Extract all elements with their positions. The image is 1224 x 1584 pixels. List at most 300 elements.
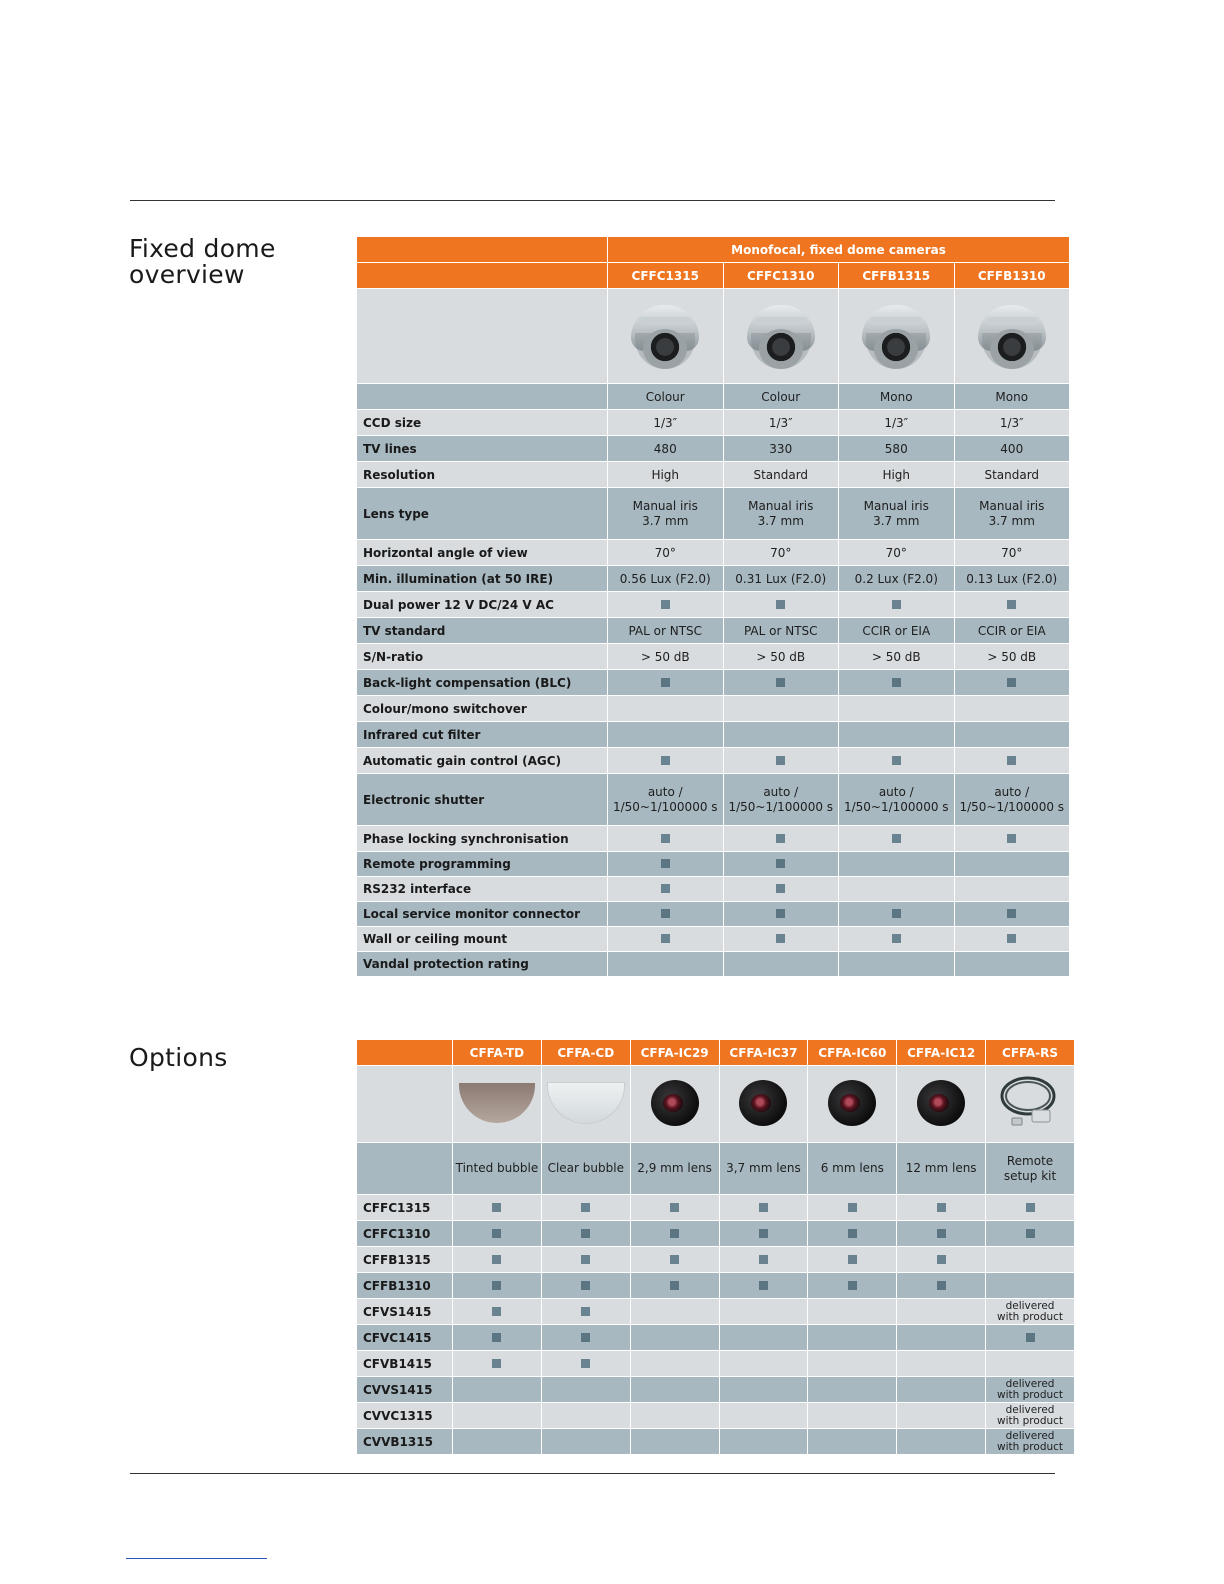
cell-value: High (882, 467, 911, 482)
compat-cell (542, 1403, 630, 1428)
spec-cell (955, 952, 1070, 976)
spec-row (357, 488, 1069, 539)
compat-cell (631, 1377, 719, 1402)
compat-cell (986, 1429, 1074, 1454)
compat-row (357, 1403, 1074, 1428)
spec-cell (955, 774, 1070, 825)
header-blank-cell (357, 263, 607, 288)
header-blank-cell (357, 237, 607, 262)
compat-cell (986, 1299, 1074, 1324)
compat-row (357, 1429, 1074, 1454)
spec-cell (724, 722, 839, 747)
spec-row (357, 852, 1069, 876)
spec-cell (839, 774, 954, 825)
cell-value: PAL or NTSC (743, 623, 818, 638)
check-marker-icon (892, 934, 901, 943)
model-header: CFFC1315 (608, 263, 723, 288)
compat-cell (720, 1299, 808, 1324)
check-marker-icon (1007, 678, 1016, 687)
cell-value: Manual iris 3.7 mm (632, 498, 698, 528)
compat-cell (453, 1299, 541, 1324)
spec-cell (955, 644, 1070, 669)
lens-image (913, 1078, 969, 1128)
model-header: CFFB1310 (955, 263, 1070, 288)
spec-cell (724, 902, 839, 926)
option-code-header: CFFA-IC37 (720, 1040, 808, 1065)
spec-row (357, 722, 1069, 747)
spec-cell (839, 592, 954, 617)
spec-label: Min. illumination (at 50 IRE) (357, 566, 607, 591)
ccd-value: 1/3″ (884, 415, 909, 430)
check-marker-icon (581, 1333, 590, 1342)
spec-cell (724, 618, 839, 643)
ccd-value: 1/3″ (653, 415, 678, 430)
spec-row (357, 696, 1069, 721)
check-marker-icon (492, 1333, 501, 1342)
spec-cell (608, 540, 723, 565)
cell-value: > 50 dB (987, 649, 1037, 664)
option-description-text: Tinted bubble (455, 1161, 539, 1175)
option-description (631, 1143, 719, 1194)
option-image-cell (453, 1066, 541, 1142)
check-marker-icon (776, 756, 785, 765)
cell-value: PAL or NTSC (628, 623, 703, 638)
option-code-header: CFFA-CD (542, 1040, 630, 1065)
spec-cell (724, 462, 839, 487)
compat-cell (453, 1325, 541, 1350)
spec-cell (839, 410, 954, 435)
spec-label: Infrared cut filter (357, 722, 607, 747)
spec-cell (724, 384, 839, 409)
check-marker-icon (661, 756, 670, 765)
spec-row (357, 774, 1069, 825)
compat-cell (542, 1195, 630, 1220)
option-code-header: CFFA-IC29 (631, 1040, 719, 1065)
overview-title (129, 236, 276, 288)
spec-cell (839, 488, 954, 539)
spec-cell (608, 722, 723, 747)
spec-cell (608, 592, 723, 617)
spec-cell (608, 748, 723, 773)
check-marker-icon (661, 600, 670, 609)
spec-label: Automatic gain control (AGC) (357, 748, 607, 773)
spec-label: Horizontal angle of view (357, 540, 607, 565)
compat-cell (720, 1403, 808, 1428)
check-marker-icon (1026, 1333, 1035, 1342)
cell-value: > 50 dB (871, 649, 921, 664)
spec-label: Electronic shutter (357, 774, 607, 825)
cell-value: 580 (884, 441, 908, 456)
check-marker-icon (1007, 600, 1016, 609)
spec-cell (839, 852, 954, 876)
dome-camera-image (745, 297, 817, 373)
desc-row-label (357, 1143, 452, 1194)
spec-cell (839, 618, 954, 643)
compat-cell (542, 1325, 630, 1350)
cell-value: 70° (885, 545, 907, 560)
cell-value: CCIR or EIA (977, 623, 1046, 638)
compat-cell (808, 1195, 896, 1220)
cell-value: 0.31 Lux (F2.0) (735, 571, 827, 586)
camera-image-cell (955, 289, 1070, 383)
cell-value: auto / 1/50~1/100000 s (843, 784, 949, 814)
compat-cell (897, 1247, 985, 1272)
dome-camera-image (860, 297, 932, 373)
option-image-cell (542, 1066, 630, 1142)
compat-cell (986, 1351, 1074, 1376)
cable-kit-image (998, 1072, 1062, 1134)
compat-cell (897, 1221, 985, 1246)
compat-cell (453, 1273, 541, 1298)
spec-cell (839, 644, 954, 669)
spec-cell (839, 927, 954, 951)
compat-label: CFVS1415 (357, 1299, 452, 1324)
spec-cell (839, 952, 954, 976)
option-description (897, 1143, 985, 1194)
check-marker-icon (937, 1255, 946, 1264)
model-header: CFFB1315 (839, 263, 954, 288)
check-marker-icon (670, 1281, 679, 1290)
cell-value: Manual iris 3.7 mm (863, 498, 929, 528)
spec-cell (608, 852, 723, 876)
compat-cell (453, 1351, 541, 1376)
check-marker-icon (661, 884, 670, 893)
overview-model-row (357, 263, 1069, 288)
check-marker-icon (661, 678, 670, 687)
dome-camera-image (976, 297, 1048, 373)
lens-image (735, 1078, 791, 1128)
compat-row (357, 1273, 1074, 1298)
compat-cell (453, 1403, 541, 1428)
spec-cell (955, 436, 1070, 461)
spec-cell (608, 952, 723, 976)
compat-cell (542, 1247, 630, 1272)
compat-cell (453, 1247, 541, 1272)
compat-row (357, 1351, 1074, 1376)
check-marker-icon (759, 1229, 768, 1238)
check-marker-icon (661, 834, 670, 843)
spec-cell (839, 462, 954, 487)
check-marker-icon (776, 909, 785, 918)
overview-image-row (357, 289, 1069, 383)
compat-cell (986, 1221, 1074, 1246)
compat-label: CVVB1315 (357, 1429, 452, 1454)
spec-cell (955, 410, 1070, 435)
compat-cell (808, 1377, 896, 1402)
option-description-text: Remote setup kit (1003, 1153, 1057, 1183)
spec-cell (608, 902, 723, 926)
spec-label: TV lines (357, 436, 607, 461)
check-marker-icon (776, 859, 785, 868)
check-marker-icon (661, 934, 670, 943)
cell-value: High (651, 467, 680, 482)
compat-cell (453, 1195, 541, 1220)
cell-value: Mono (879, 389, 913, 404)
image-row-label (357, 1066, 452, 1142)
options-image-row (357, 1066, 1074, 1142)
model-header: CFFC1310 (724, 263, 839, 288)
cell-value: Standard (753, 467, 809, 482)
spec-cell (955, 592, 1070, 617)
overview-title-line-2: overview (129, 260, 245, 289)
compat-cell (986, 1325, 1074, 1350)
option-description-text: 12 mm lens (905, 1161, 977, 1175)
spec-row (357, 592, 1069, 617)
option-image-cell (720, 1066, 808, 1142)
cell-value: Mono (995, 389, 1029, 404)
compat-cell (542, 1299, 630, 1324)
compat-cell (808, 1429, 896, 1454)
compat-cell (808, 1325, 896, 1350)
spec-cell (608, 927, 723, 951)
spec-cell (839, 877, 954, 901)
compat-cell (631, 1273, 719, 1298)
check-marker-icon (759, 1281, 768, 1290)
check-marker-icon (670, 1229, 679, 1238)
compat-cell (453, 1377, 541, 1402)
ccd-value: 1/3″ (999, 415, 1024, 430)
compat-cell (897, 1351, 985, 1376)
spec-cell (839, 436, 954, 461)
cell-value: > 50 dB (640, 649, 690, 664)
cell-value: 330 (769, 441, 793, 456)
spec-cell (839, 826, 954, 851)
spec-row (357, 826, 1069, 851)
spec-row (357, 877, 1069, 901)
camera-image-cell (608, 289, 723, 383)
spec-cell (724, 540, 839, 565)
check-marker-icon (1007, 756, 1016, 765)
compat-label: CFVB1415 (357, 1351, 452, 1376)
check-marker-icon (892, 678, 901, 687)
spec-cell (724, 488, 839, 539)
option-description-text: Clear bubble (547, 1161, 624, 1175)
spec-cell (955, 927, 1070, 951)
compat-label: CVVS1415 (357, 1377, 452, 1402)
compat-label: CFFB1310 (357, 1273, 452, 1298)
check-marker-icon (776, 884, 785, 893)
option-image-cell (631, 1066, 719, 1142)
option-description-text: 3,7 mm lens (726, 1161, 801, 1175)
check-marker-icon (1007, 909, 1016, 918)
camera-image-cell (839, 289, 954, 383)
cell-value: Manual iris 3.7 mm (979, 498, 1045, 528)
check-marker-icon (1026, 1229, 1035, 1238)
compat-cell (897, 1325, 985, 1350)
option-image-cell (986, 1066, 1074, 1142)
spec-label: TV standard (357, 618, 607, 643)
spec-cell (839, 540, 954, 565)
spec-cell (724, 644, 839, 669)
option-image-cell (897, 1066, 985, 1142)
spec-label: Colour/mono switchover (357, 696, 607, 721)
compat-label: CFVC1415 (357, 1325, 452, 1350)
option-code-header: CFFA-RS (986, 1040, 1074, 1065)
check-marker-icon (892, 834, 901, 843)
spec-cell (839, 748, 954, 773)
compat-row (357, 1195, 1074, 1220)
compat-cell (542, 1221, 630, 1246)
lens-image (647, 1078, 703, 1128)
option-description (808, 1143, 896, 1194)
cell-value: Colour (645, 389, 685, 404)
check-marker-icon (848, 1203, 857, 1212)
spec-cell (839, 902, 954, 926)
tinted-bubble-image (459, 1083, 535, 1123)
compat-row (357, 1221, 1074, 1246)
cell-value: 0.13 Lux (F2.0) (966, 571, 1058, 586)
spec-cell (955, 384, 1070, 409)
spec-cell (955, 566, 1070, 591)
compat-cell (720, 1273, 808, 1298)
spec-cell (608, 462, 723, 487)
spec-cell (955, 748, 1070, 773)
overview-title-line-1: Fixed dome (129, 234, 276, 263)
spec-cell (839, 384, 954, 409)
compat-cell (631, 1325, 719, 1350)
check-marker-icon (492, 1255, 501, 1264)
options-table (356, 1039, 1075, 1455)
compat-label: CFFC1310 (357, 1221, 452, 1246)
check-marker-icon (848, 1229, 857, 1238)
compat-cell (720, 1377, 808, 1402)
spec-row (357, 952, 1069, 976)
check-marker-icon (1007, 934, 1016, 943)
cell-value: delivered with product (997, 1299, 1064, 1323)
compat-cell (897, 1299, 985, 1324)
compat-cell (808, 1247, 896, 1272)
spec-cell (608, 696, 723, 721)
compat-cell (808, 1403, 896, 1428)
compat-cell (808, 1273, 896, 1298)
option-code-header: CFFA-IC12 (897, 1040, 985, 1065)
spec-cell (608, 618, 723, 643)
spec-cell (724, 748, 839, 773)
overview-group-header-row (357, 237, 1069, 262)
option-description-text: 6 mm lens (820, 1161, 884, 1175)
image-row-label (357, 289, 607, 383)
check-marker-icon (581, 1307, 590, 1316)
spec-cell (608, 384, 723, 409)
compat-cell (542, 1273, 630, 1298)
check-marker-icon (776, 834, 785, 843)
compat-row (357, 1377, 1074, 1402)
check-marker-icon (581, 1255, 590, 1264)
spec-cell (955, 540, 1070, 565)
check-marker-icon (492, 1307, 501, 1316)
spec-cell (955, 488, 1070, 539)
spec-cell (839, 722, 954, 747)
option-code-header: CFFA-IC60 (808, 1040, 896, 1065)
spec-cell (724, 852, 839, 876)
options-desc-row (357, 1143, 1074, 1194)
spec-cell (955, 826, 1070, 851)
spec-cell (839, 696, 954, 721)
spec-cell (955, 722, 1070, 747)
header-blank-cell (357, 1040, 452, 1065)
spec-cell (955, 670, 1070, 695)
cell-value: 400 (1000, 441, 1024, 456)
spec-row (357, 670, 1069, 695)
spec-label: Wall or ceiling mount (357, 927, 607, 951)
clear-bubble-image (547, 1082, 625, 1124)
spec-cell (724, 774, 839, 825)
spec-cell (608, 566, 723, 591)
spec-cell (955, 902, 1070, 926)
compat-cell (897, 1403, 985, 1428)
check-marker-icon (776, 678, 785, 687)
spec-cell (724, 670, 839, 695)
spec-label: Lens type (357, 488, 607, 539)
option-description (720, 1143, 808, 1194)
spec-label: Vandal protection rating (357, 952, 607, 976)
spec-cell (724, 927, 839, 951)
check-marker-icon (581, 1203, 590, 1212)
dome-camera-image (629, 297, 701, 373)
spec-row (357, 748, 1069, 773)
top-rule (130, 200, 1055, 201)
spec-row (357, 540, 1069, 565)
compat-cell (631, 1299, 719, 1324)
compat-label: CFFC1315 (357, 1195, 452, 1220)
cell-value: 0.2 Lux (F2.0) (854, 571, 938, 586)
spec-cell (608, 774, 723, 825)
compat-label: CFFB1315 (357, 1247, 452, 1272)
spec-row (357, 902, 1069, 926)
spec-cell (839, 670, 954, 695)
check-marker-icon (492, 1203, 501, 1212)
compat-row (357, 1299, 1074, 1324)
ccd-value: 1/3″ (768, 415, 793, 430)
compat-row (357, 1247, 1074, 1272)
bottom-rule (130, 1473, 1055, 1474)
check-marker-icon (937, 1281, 946, 1290)
compat-cell (720, 1247, 808, 1272)
check-marker-icon (937, 1203, 946, 1212)
compat-cell (808, 1351, 896, 1376)
cell-value: Colour (761, 389, 801, 404)
compat-cell (631, 1247, 719, 1272)
spec-cell (608, 644, 723, 669)
check-marker-icon (892, 909, 901, 918)
check-marker-icon (492, 1359, 501, 1368)
spec-cell (608, 488, 723, 539)
check-marker-icon (759, 1203, 768, 1212)
spec-cell (955, 462, 1070, 487)
compat-cell (631, 1195, 719, 1220)
options-title (129, 1045, 228, 1071)
spec-cell (955, 618, 1070, 643)
spec-label: Resolution (357, 462, 607, 487)
option-description-text: 2,9 mm lens (637, 1161, 712, 1175)
spec-cell (724, 952, 839, 976)
spec-cell (724, 696, 839, 721)
cell-value: 70° (1001, 545, 1023, 560)
compat-cell (720, 1351, 808, 1376)
check-marker-icon (581, 1229, 590, 1238)
spec-label: Remote programming (357, 852, 607, 876)
check-marker-icon (1007, 834, 1016, 843)
check-marker-icon (937, 1229, 946, 1238)
compat-cell (897, 1377, 985, 1402)
cell-value: 0.56 Lux (F2.0) (619, 571, 711, 586)
option-image-cell (808, 1066, 896, 1142)
spec-cell (839, 566, 954, 591)
spec-cell (608, 670, 723, 695)
check-marker-icon (492, 1281, 501, 1290)
spec-label: Dual power 12 V DC/24 V AC (357, 592, 607, 617)
camera-image-cell (724, 289, 839, 383)
